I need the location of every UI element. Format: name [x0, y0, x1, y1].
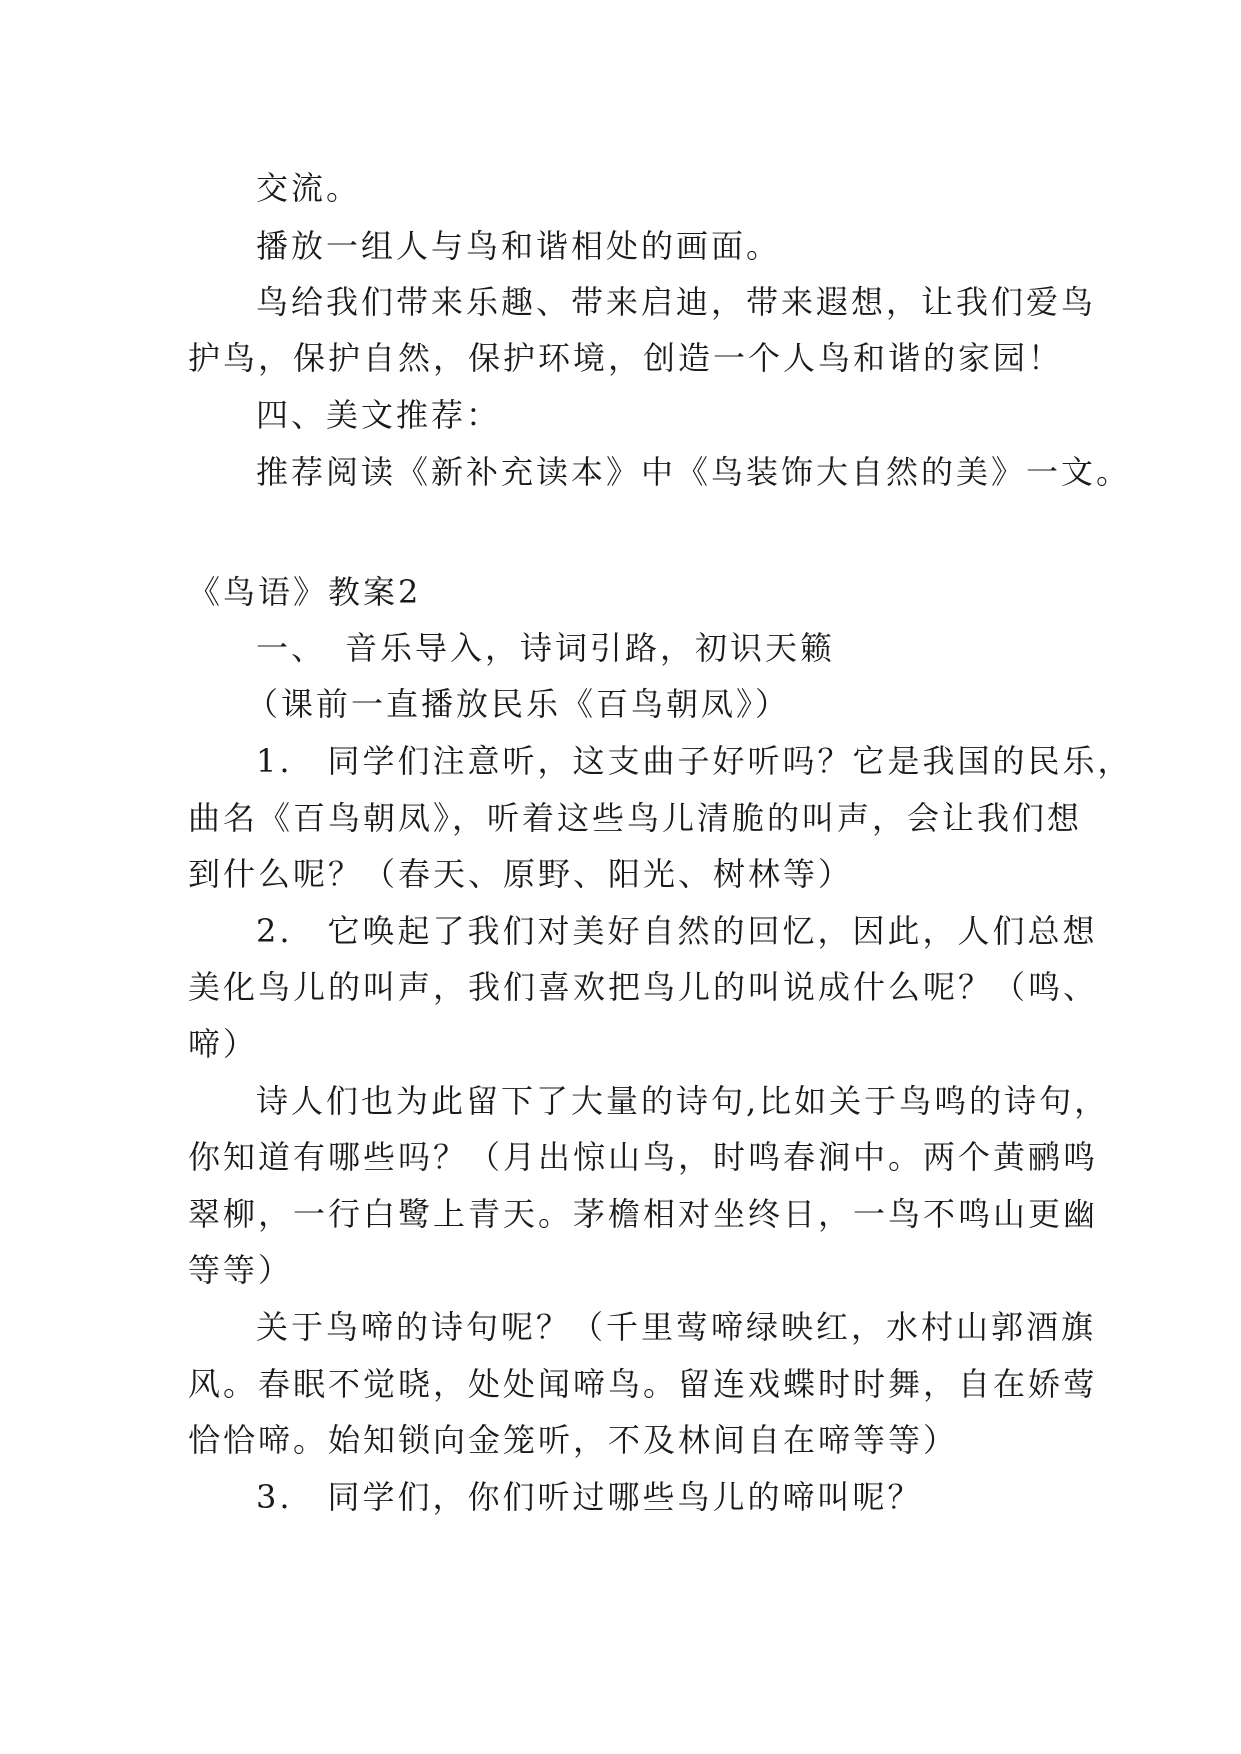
lesson-title: 《鸟语》教案2: [188, 573, 422, 611]
section-heading: 四、美文推荐：: [256, 396, 502, 434]
paragraph-line: 2. 它唤起了我们对美好自然的回忆，因此，人们总想: [256, 912, 1098, 950]
paragraph-line: （课前一直播放民乐《百鸟朝凤》）: [246, 685, 791, 723]
paragraph-line: 1. 同学们注意听，这支曲子好听吗？它是我国的民乐，: [256, 742, 1133, 780]
paragraph-line: 播放一组人与鸟和谐相处的画面。: [256, 227, 782, 265]
paragraph-line: 交流。: [256, 169, 362, 207]
paragraph-line: 你知道有哪些吗？（月出惊山鸟，时鸣春涧中。两个黄鹂鸣: [188, 1138, 1099, 1176]
paragraph-line: 美化鸟儿的叫声，我们喜欢把鸟儿的叫说成什么呢？（鸣、: [188, 968, 1099, 1006]
paragraph-line: 曲名《百鸟朝凤》，听着这些鸟儿清脆的叫声，会让我们想: [188, 799, 1083, 837]
paragraph-line: 翠柳，一行白鹭上青天。茅檐相对坐终日，一鸟不鸣山更幽: [188, 1195, 1099, 1233]
paragraph-line: 风。春眠不觉晓，处处闻啼鸟。留连戏蝶时时舞，自在娇莺: [188, 1365, 1099, 1403]
paragraph-line: 推荐阅读《新补充读本》中《鸟装饰大自然的美》一文。: [256, 453, 1132, 491]
paragraph-line: 恰恰啼。始知锁向金笼听，不及林间自在啼等等）: [188, 1421, 959, 1459]
section-heading: 一、 音乐导入，诗词引路，初识天籁: [256, 629, 836, 667]
paragraph-line: 护鸟，保护自然，保护环境，创造一个人鸟和谐的家园！: [188, 339, 1064, 377]
paragraph-line: 鸟给我们带来乐趣、带来启迪，带来遐想，让我们爱鸟: [256, 283, 1097, 321]
paragraph-line: 3. 同学们，你们听过哪些鸟儿的啼叫呢？: [256, 1478, 923, 1516]
paragraph-line: 诗人们也为此留下了大量的诗句,比如关于鸟鸣的诗句，: [256, 1082, 1110, 1120]
paragraph-line: 关于鸟啼的诗句呢？（千里莺啼绿映红，水村山郭酒旗: [256, 1308, 1097, 1346]
paragraph-line: 等等）: [188, 1251, 294, 1289]
paragraph-line: 啼）: [188, 1025, 259, 1063]
paragraph-line: 到什么呢？（春天、原野、阳光、树林等）: [188, 855, 854, 893]
